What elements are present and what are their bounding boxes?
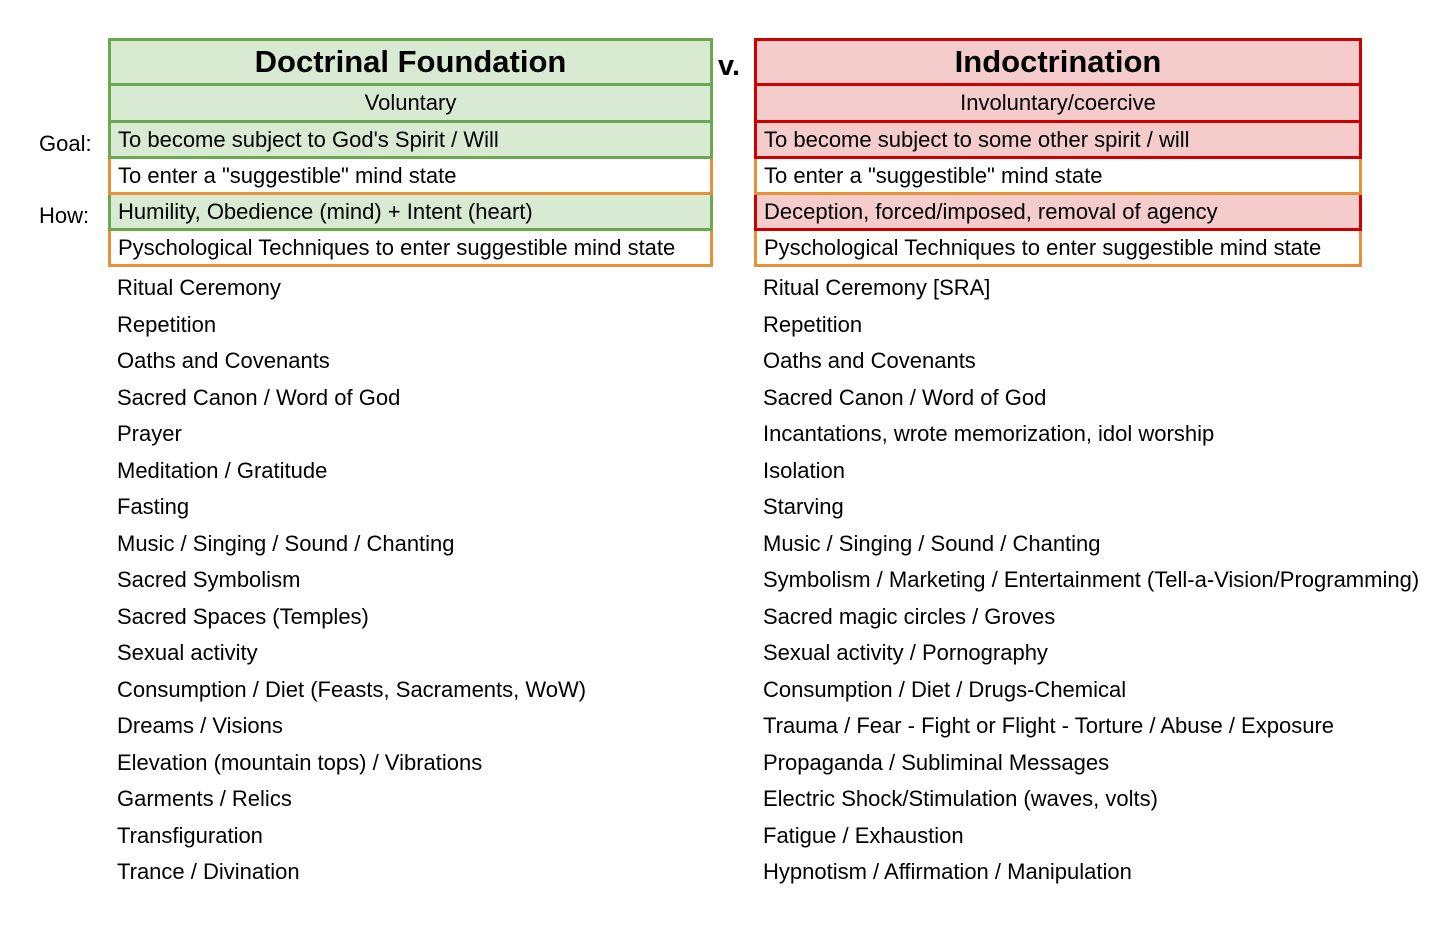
- list-item: Trance / Divination: [117, 859, 300, 884]
- list-item: Hypnotism / Affirmation / Manipulation: [763, 859, 1132, 884]
- list-item: Consumption / Diet (Feasts, Sacraments, WoW): [117, 676, 587, 702]
- list-item: Music / Singing / Sound / Chanting: [117, 530, 455, 556]
- list-item: Sacred Canon / Word of God: [763, 384, 1047, 410]
- left-technique-list: [108, 270, 713, 891]
- list-item: Sexual activity / Pornography: [763, 640, 1048, 665]
- list-item: Ritual Ceremony: [117, 275, 281, 300]
- list-item: Sacred Symbolism: [117, 567, 301, 592]
- list-item: Sacred Spaces (Temples): [117, 603, 369, 629]
- goal-label: Goal:: [39, 131, 92, 156]
- list-item: Sacred magic circles / Groves: [763, 603, 1056, 629]
- list-item: Elevation (mountain tops) / Vibrations: [117, 749, 483, 775]
- list-item: Isolation: [763, 457, 845, 483]
- right-how: Deception, forced/imposed, removal of agency: [754, 195, 1362, 231]
- left-goal: To become subject to God's Spirit / Will: [108, 123, 713, 159]
- left-how-detail: Pyschological Techniques to enter suggestible mind state: [108, 231, 713, 267]
- right-goal: To become subject to some other spirit / will: [754, 123, 1362, 159]
- list-item: Sexual activity: [117, 640, 258, 665]
- how-label: How:: [39, 203, 90, 228]
- right-how-detail: Pyschological Techniques to enter suggestible mind state: [754, 231, 1362, 267]
- left-title: Doctrinal Foundation: [108, 38, 713, 86]
- list-item: Meditation / Gratitude: [117, 457, 328, 483]
- list-item: Fatigue / Exhaustion: [763, 822, 964, 848]
- indoctrination-column: [754, 38, 1420, 891]
- list-item: Prayer: [117, 421, 182, 446]
- list-item: Symbolism / Marketing / Entertainment (Tell-a-Vision/Programming): [763, 567, 1420, 592]
- versus-label: v.: [718, 50, 741, 82]
- list-item: Ritual Ceremony [SRA]: [763, 275, 991, 300]
- list-item: Dreams / Visions: [117, 713, 283, 738]
- list-item: Starving: [763, 494, 844, 519]
- list-item: Oaths and Covenants: [763, 348, 976, 373]
- list-item: Electric Shock/Stimulation (waves, volts): [763, 786, 1158, 811]
- list-item: Repetition: [763, 311, 863, 337]
- left-goal-detail: To enter a "suggestible" mind state: [108, 159, 713, 195]
- list-item: Trauma / Fear - Fight or Flight - Torture / Abuse / Exposure: [763, 713, 1335, 738]
- list-item: Repetition: [117, 311, 217, 337]
- list-item: Garments / Relics: [117, 786, 292, 811]
- right-technique-list: [754, 270, 1420, 891]
- right-goal-detail: To enter a "suggestible" mind state: [754, 159, 1362, 195]
- right-subtitle: Involuntary/coercive: [754, 86, 1362, 123]
- right-title: Indoctrination: [754, 38, 1362, 86]
- list-item: Fasting: [117, 494, 190, 519]
- left-how: Humility, Obedience (mind) + Intent (heart): [108, 195, 713, 231]
- list-item: Propaganda / Subliminal Messages: [763, 749, 1110, 775]
- list-item: Oaths and Covenants: [117, 348, 330, 373]
- left-subtitle: Voluntary: [108, 86, 713, 123]
- list-item: Incantations, wrote memorization, idol worship: [763, 421, 1215, 446]
- list-item: Transfiguration: [117, 822, 263, 848]
- doctrinal-foundation-column: [108, 38, 713, 891]
- list-item: Sacred Canon / Word of God: [117, 384, 401, 410]
- list-item: Music / Singing / Sound / Chanting: [763, 530, 1101, 556]
- list-item: Consumption / Diet / Drugs-Chemical: [763, 676, 1127, 702]
